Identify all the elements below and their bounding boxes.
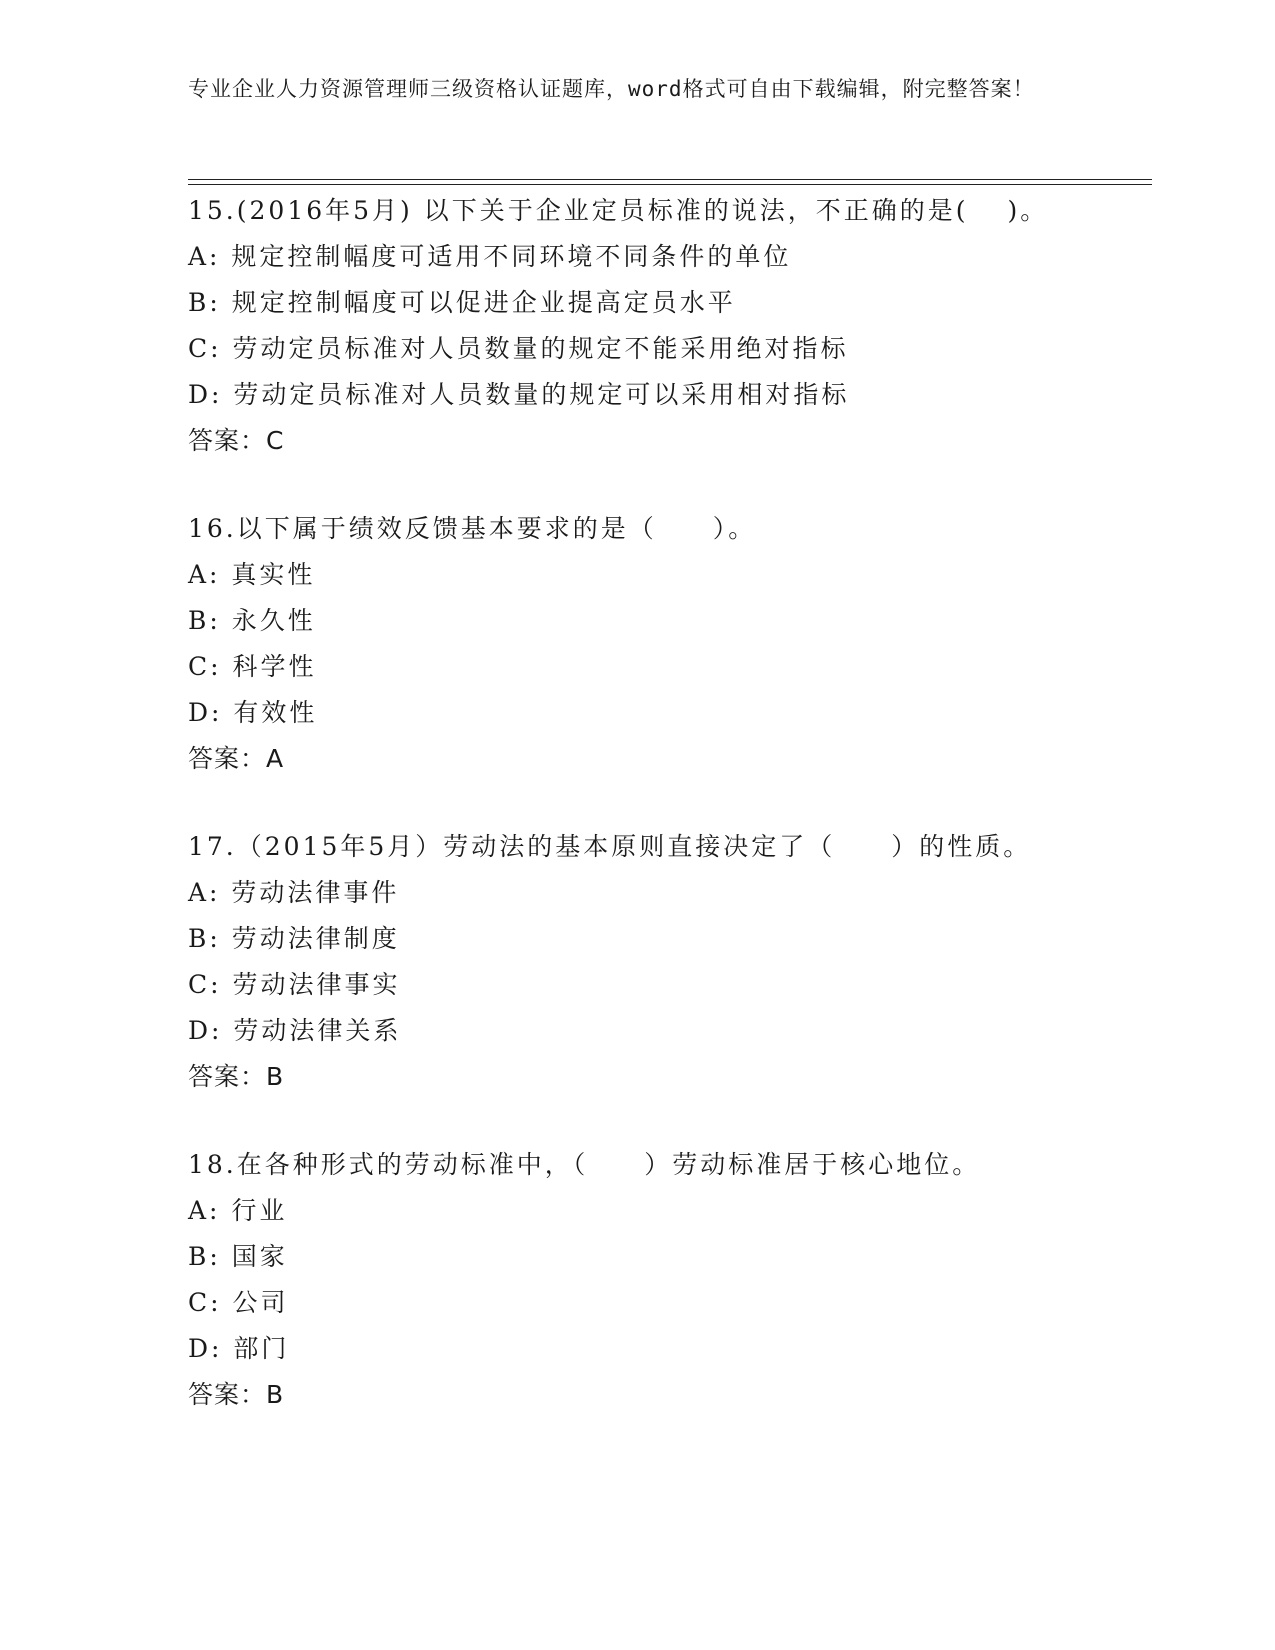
option-a: A: 行业	[188, 1196, 288, 1225]
option-a: A: 规定控制幅度可适用不同环境不同条件的单位	[188, 242, 792, 271]
option-d: D: 有效性	[188, 698, 318, 727]
option-a: A: 劳动法律事件	[188, 878, 400, 907]
option-a: A: 真实性	[188, 560, 316, 589]
option-b: B: 国家	[188, 1242, 288, 1271]
question-text: 16.以下属于绩效反馈基本要求的是（ ）。	[188, 514, 757, 543]
option-b: B: 劳动法律制度	[188, 924, 400, 953]
question-text: 15.(2016年5月) 以下关于企业定员标准的说法，不正确的是( )。	[188, 196, 1049, 225]
answer-label: 答案：B	[188, 1062, 285, 1091]
option-c: C: 劳动法律事实	[188, 970, 401, 999]
option-c: C: 公司	[188, 1288, 289, 1317]
question-text: 17.（2015年5月）劳动法的基本原则直接决定了（ ）的性质。	[188, 832, 1032, 861]
option-d: D: 劳动法律关系	[188, 1016, 402, 1045]
option-c: C: 科学性	[188, 652, 317, 681]
header-divider-bottom	[188, 184, 1152, 185]
answer-label: 答案：A	[188, 744, 285, 773]
question-list	[188, 188, 1152, 1418]
option-d: D: 劳动定员标准对人员数量的规定可以采用相对指标	[188, 380, 850, 409]
question-spacer	[188, 1100, 1152, 1142]
document-header: 专业企业人力资源管理师三级资格认证题库，word格式可自由下载编辑，附完整答案！	[188, 77, 1035, 101]
option-c: C: 劳动定员标准对人员数量的规定不能采用绝对指标	[188, 334, 849, 363]
question-text: 18.在各种形式的劳动标准中，（ ）劳动标准居于核心地位。	[188, 1150, 981, 1179]
option-b: B: 永久性	[188, 606, 316, 635]
answer-label: 答案：C	[188, 426, 285, 455]
option-b: B: 规定控制幅度可以促进企业提高定员水平	[188, 288, 736, 317]
answer-label: 答案：B	[188, 1380, 285, 1409]
option-d: D: 部门	[188, 1334, 290, 1363]
question-spacer	[188, 464, 1152, 506]
question-15	[188, 188, 1152, 464]
question-18	[188, 1142, 1152, 1418]
question-spacer	[188, 782, 1152, 824]
question-17	[188, 824, 1152, 1100]
question-16	[188, 506, 1152, 782]
header-divider-top	[188, 179, 1152, 180]
